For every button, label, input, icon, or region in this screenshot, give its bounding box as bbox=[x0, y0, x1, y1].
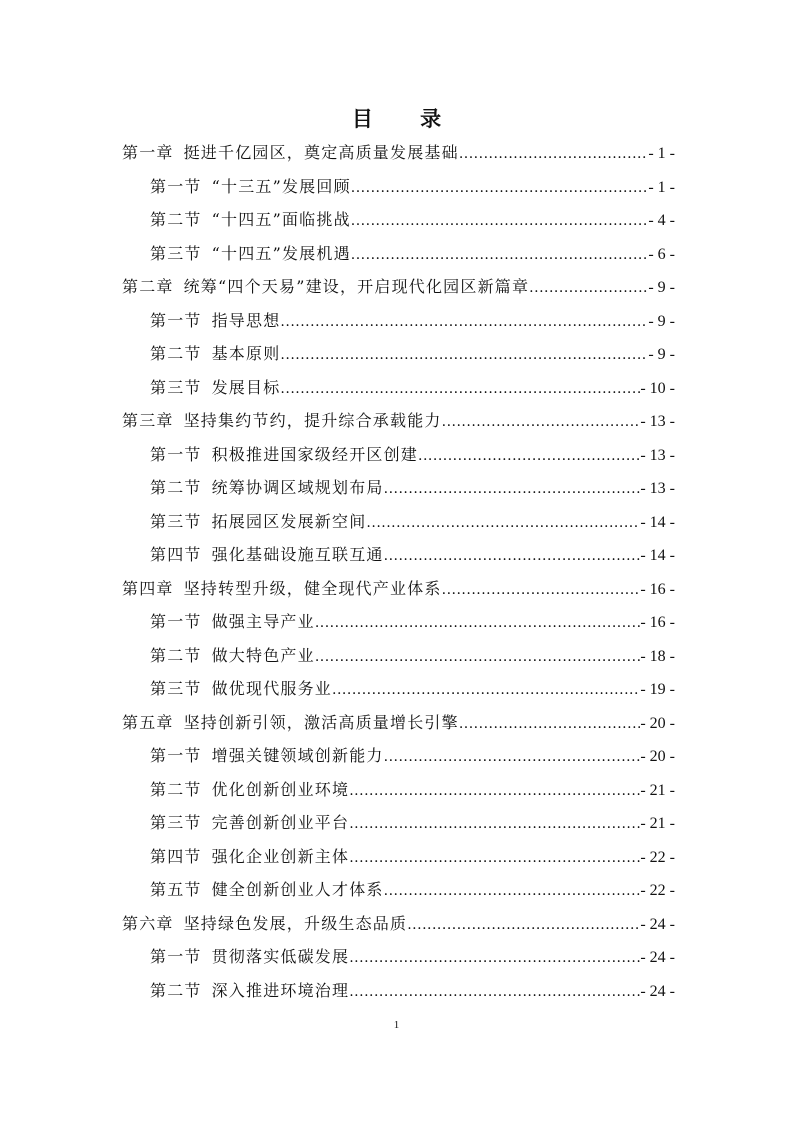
toc-entry-page: - 22 - bbox=[640, 848, 675, 866]
toc-entry-page: - 24 - bbox=[640, 949, 675, 966]
toc-dot-leader bbox=[349, 942, 640, 974]
toc-entry-number: 第五章 bbox=[122, 712, 174, 732]
toc-dot-leader bbox=[349, 842, 640, 874]
toc-entry-text: 坚持集约节约，提升综合承载能力 bbox=[183, 411, 442, 430]
toc-entry-page: - 13 - bbox=[640, 446, 675, 464]
toc-section-entry[interactable] bbox=[122, 203, 675, 237]
toc-entry-label bbox=[150, 337, 280, 371]
toc-entry-text: 增强关键领域创新能力 bbox=[211, 746, 384, 765]
toc-entry-label bbox=[150, 639, 315, 673]
toc-entry-label bbox=[122, 404, 442, 438]
toc-title: 目 录 bbox=[351, 106, 462, 131]
toc-entry-text: 积极推进国家级经开区创建 bbox=[211, 444, 419, 464]
toc-dot-leader bbox=[315, 607, 641, 639]
toc-entry-label bbox=[122, 572, 442, 606]
toc-entry-label bbox=[150, 840, 349, 874]
toc-section-entry[interactable] bbox=[122, 471, 675, 505]
toc-dot-leader bbox=[349, 808, 640, 840]
toc-entry-text: 拓展园区发展新空间 bbox=[211, 511, 367, 531]
toc-entry-text: 深入推进环境治理 bbox=[211, 980, 350, 1000]
toc-entry-page: - 13 - bbox=[640, 480, 675, 497]
toc-entry-page: - 9 - bbox=[648, 279, 675, 296]
toc-dot-leader bbox=[459, 138, 649, 170]
toc-entry-number: 第四节 bbox=[150, 846, 202, 866]
toc-entry-text: 统筹协调区域规划布局 bbox=[211, 478, 384, 497]
toc-entry-label bbox=[150, 806, 349, 840]
toc-entry-label bbox=[150, 873, 384, 907]
toc-entry-text: 贯彻落实低碳发展 bbox=[211, 947, 350, 966]
toc-entry-page: - 16 - bbox=[640, 614, 675, 631]
toc-entry-number: 第二节 bbox=[150, 645, 202, 665]
toc-entry-number: 第二节 bbox=[150, 980, 202, 1000]
toc-dot-leader bbox=[529, 272, 648, 304]
toc-entry-number: 第二节 bbox=[150, 779, 202, 799]
toc-entry-text: “十四五”面临挑战 bbox=[211, 210, 351, 229]
toc-entry-label bbox=[150, 203, 351, 237]
toc-entry-label bbox=[150, 438, 418, 472]
toc-entry-page: - 1 - bbox=[648, 178, 675, 196]
toc-entry-text: “十三五”发展回顾 bbox=[211, 176, 351, 196]
toc-entry-label bbox=[150, 974, 349, 1008]
toc-entry-label bbox=[122, 270, 529, 304]
toc-dot-leader bbox=[384, 741, 641, 773]
toc-entry-label bbox=[150, 940, 349, 974]
toc-entry-number: 第一节 bbox=[150, 444, 202, 464]
toc-section-entry[interactable] bbox=[122, 438, 675, 472]
toc-entry-page: - 18 - bbox=[640, 647, 675, 665]
toc-section-entry[interactable] bbox=[122, 237, 675, 271]
toc-entry-number: 第一章 bbox=[122, 143, 174, 162]
toc-entry-page: - 4 - bbox=[648, 212, 675, 229]
toc-entry-text: 健全创新创业人才体系 bbox=[211, 880, 384, 899]
toc-dot-leader bbox=[351, 172, 649, 204]
toc-section-entry[interactable] bbox=[122, 639, 675, 673]
toc-dot-leader bbox=[280, 306, 648, 338]
toc-entry-number: 第一节 bbox=[150, 947, 202, 966]
toc-entry-label bbox=[150, 739, 384, 773]
toc-entry-page: - 14 - bbox=[640, 513, 675, 531]
toc-dot-leader bbox=[407, 909, 640, 941]
toc-dot-leader bbox=[349, 775, 640, 807]
toc-entry-label bbox=[150, 672, 332, 706]
toc-section-entry[interactable] bbox=[122, 605, 675, 639]
toc-entry-page: - 20 - bbox=[640, 748, 675, 765]
toc-dot-leader bbox=[366, 507, 640, 539]
toc-entry-page: - 10 - bbox=[640, 379, 675, 397]
toc-entry-text: 优化创新创业环境 bbox=[211, 779, 350, 799]
toc-entry-page: - 21 - bbox=[640, 781, 675, 799]
toc-entry-page: - 14 - bbox=[640, 547, 675, 564]
toc-dot-leader bbox=[349, 976, 640, 1008]
toc-section-entry[interactable] bbox=[122, 806, 675, 840]
toc-entry-label bbox=[150, 773, 349, 807]
toc-entry-page: - 6 - bbox=[648, 245, 675, 263]
toc-section-entry[interactable] bbox=[122, 873, 675, 907]
toc-entry-number: 第一节 bbox=[150, 176, 202, 196]
toc-entry-label bbox=[150, 605, 315, 639]
toc-section-entry[interactable] bbox=[122, 371, 675, 405]
toc-chapter-entry[interactable] bbox=[122, 907, 675, 941]
toc-entry-label bbox=[150, 237, 351, 271]
toc-entry-number: 第六章 bbox=[122, 913, 174, 933]
toc-dot-leader bbox=[384, 540, 641, 572]
toc-section-entry[interactable] bbox=[122, 773, 675, 807]
toc-section-entry[interactable] bbox=[122, 304, 675, 338]
toc-entry-number: 第三节 bbox=[150, 243, 202, 263]
toc-dot-leader bbox=[459, 708, 641, 740]
toc-entry-page: - 24 - bbox=[640, 982, 675, 1000]
toc-section-entry[interactable] bbox=[122, 337, 675, 371]
toc-entry-text: “十四五”发展机遇 bbox=[211, 243, 351, 263]
toc-dot-leader bbox=[442, 406, 641, 438]
toc-entry-number: 第四章 bbox=[122, 578, 174, 598]
toc-entry-page: - 19 - bbox=[640, 681, 675, 698]
toc-entry-text: 坚持创新引领，激活高质量增长引擎 bbox=[183, 712, 459, 732]
toc-chapter-entry[interactable] bbox=[122, 270, 675, 304]
toc-entry-page: - 24 - bbox=[640, 915, 675, 933]
toc-entry-label bbox=[122, 136, 459, 170]
toc-entry-page: - 13 - bbox=[640, 413, 675, 430]
toc-dot-leader bbox=[418, 440, 640, 472]
toc-entry-text: 做强主导产业 bbox=[211, 612, 315, 631]
toc-entry-number: 第一节 bbox=[150, 310, 202, 330]
toc-chapter-entry[interactable] bbox=[122, 572, 675, 606]
toc-entry-number: 第三节 bbox=[150, 679, 202, 698]
toc-entry-number: 第一节 bbox=[150, 612, 202, 631]
toc-entry-page: - 16 - bbox=[640, 580, 675, 598]
toc-entry-page: - 1 - bbox=[648, 145, 675, 162]
toc-dot-leader bbox=[384, 875, 641, 907]
page-number: 1 bbox=[393, 1019, 400, 1031]
toc-dot-leader bbox=[351, 239, 649, 271]
toc-entry-number: 第三节 bbox=[150, 813, 202, 832]
toc-entry-text: 统筹“四个天易”建设，开启现代化园区新篇章 bbox=[183, 277, 530, 296]
toc-section-entry[interactable] bbox=[122, 974, 675, 1008]
toc-entry-page: - 21 - bbox=[640, 815, 675, 832]
toc-dot-leader bbox=[280, 339, 648, 371]
toc-entry-number: 第一节 bbox=[150, 746, 202, 765]
toc-section-entry[interactable] bbox=[122, 505, 675, 539]
toc-chapter-entry[interactable] bbox=[122, 706, 675, 740]
toc-entry-text: 发展目标 bbox=[211, 377, 281, 397]
toc-entry-page: - 22 - bbox=[640, 882, 675, 899]
toc-list bbox=[122, 136, 675, 1007]
toc-entry-number: 第四节 bbox=[150, 545, 202, 564]
toc-entry-number: 第二节 bbox=[150, 210, 202, 229]
toc-section-entry[interactable] bbox=[122, 940, 675, 974]
toc-entry-text: 强化基础设施互联互通 bbox=[211, 545, 384, 564]
toc-entry-text: 坚持转型升级，健全现代产业体系 bbox=[183, 578, 442, 598]
toc-entry-number: 第三章 bbox=[122, 411, 174, 430]
toc-entry-label bbox=[150, 304, 280, 338]
toc-entry-text: 强化企业创新主体 bbox=[211, 846, 350, 866]
toc-section-entry[interactable] bbox=[122, 840, 675, 874]
toc-dot-leader bbox=[315, 641, 641, 673]
toc-entry-page: - 20 - bbox=[640, 714, 675, 732]
toc-section-entry[interactable] bbox=[122, 170, 675, 204]
toc-entry-page: - 9 - bbox=[648, 346, 675, 363]
toc-entry-text: 指导思想 bbox=[211, 310, 281, 330]
toc-dot-leader bbox=[280, 373, 640, 405]
toc-entry-page: - 9 - bbox=[648, 312, 675, 330]
toc-entry-label bbox=[150, 371, 280, 405]
toc-entry-number: 第三节 bbox=[150, 377, 202, 397]
toc-entry-label bbox=[150, 505, 366, 539]
toc-entry-text: 坚持绿色发展，升级生态品质 bbox=[183, 913, 408, 933]
toc-entry-label bbox=[150, 170, 351, 204]
toc-entry-text: 做优现代服务业 bbox=[211, 679, 333, 698]
toc-entry-number: 第二节 bbox=[150, 344, 202, 363]
toc-section-entry[interactable] bbox=[122, 538, 675, 572]
toc-dot-leader bbox=[351, 205, 649, 237]
toc-entry-number: 第五节 bbox=[150, 880, 202, 899]
toc-entry-label bbox=[122, 907, 407, 941]
toc-dot-leader bbox=[332, 674, 640, 706]
toc-chapter-entry[interactable] bbox=[122, 136, 675, 170]
toc-section-entry[interactable] bbox=[122, 672, 675, 706]
toc-entry-text: 做大特色产业 bbox=[211, 645, 315, 665]
toc-entry-number: 第二节 bbox=[150, 478, 202, 497]
toc-dot-leader bbox=[442, 574, 641, 606]
toc-entry-label bbox=[122, 706, 459, 740]
toc-dot-leader bbox=[384, 473, 641, 505]
toc-entry-text: 基本原则 bbox=[211, 344, 281, 363]
toc-chapter-entry[interactable] bbox=[122, 404, 675, 438]
toc-entry-number: 第二章 bbox=[122, 277, 174, 296]
toc-entry-number: 第三节 bbox=[150, 511, 202, 531]
toc-entry-text: 挺进千亿园区，奠定高质量发展基础 bbox=[183, 143, 459, 162]
toc-entry-label bbox=[150, 471, 384, 505]
toc-entry-text: 完善创新创业平台 bbox=[211, 813, 350, 832]
toc-entry-label bbox=[150, 538, 384, 572]
toc-section-entry[interactable] bbox=[122, 739, 675, 773]
